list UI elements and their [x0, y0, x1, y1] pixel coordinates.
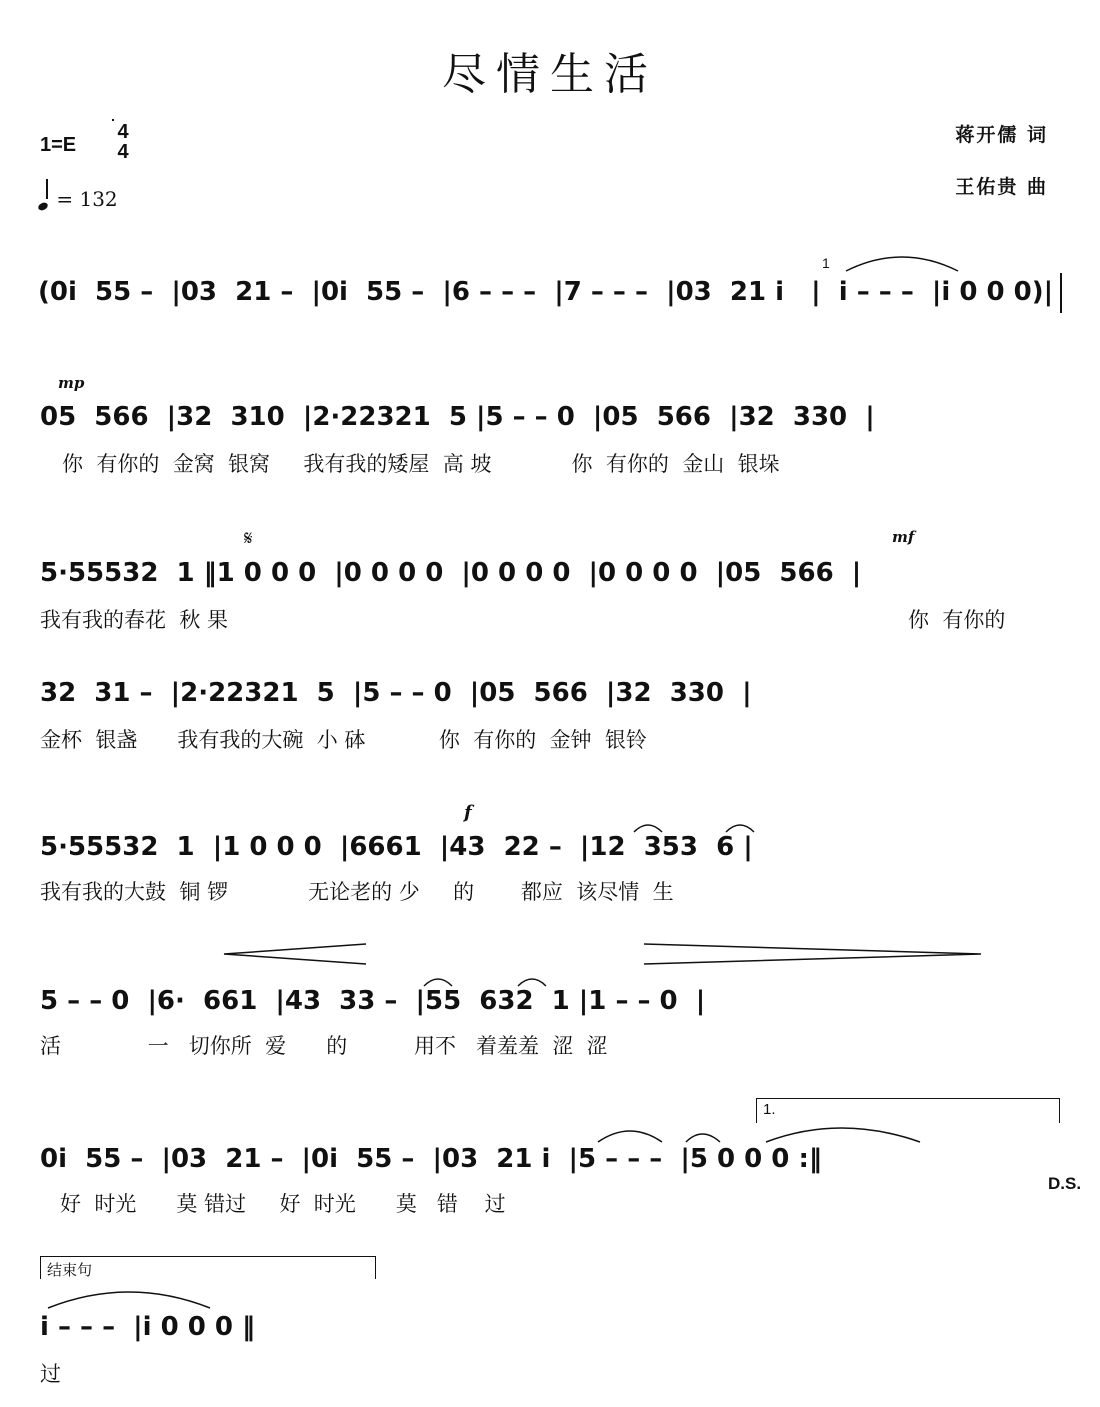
lyrics-line-7: 好 时光 莫 错过 好 时光 莫 错 过: [60, 1192, 506, 1216]
segno-icon: 𝄋: [244, 528, 253, 550]
decrescendo-hairpin: [220, 942, 370, 966]
notes-line-4: 32 31 – |2·22321 5 |5 – – 0 |05 566 |32 330 |: [40, 678, 752, 708]
meter-line: [112, 119, 114, 121]
lyrics-line-4: 金杯 银盏 我有我的大碗 小 砵 你 有你的 金钟 银铃: [40, 728, 647, 752]
lyrics-line-3-end: 你 有你的: [908, 608, 1006, 632]
tempo-value: = 132: [56, 187, 118, 211]
song-title: 尽情生活: [442, 49, 658, 100]
key-signature: 1=E: [40, 134, 77, 156]
tie-arc: [44, 1284, 214, 1310]
lyrics-line-5: 我有我的大鼓 铜 锣 无论老的 少 的 都应 该尽情 生: [40, 880, 674, 904]
notes-line-7: 0i 55 – |03 21 – |0i 55 – |03 21 i |5 – – – |5 0 0 0 :‖: [40, 1144, 822, 1174]
composer-credit: 王佑贵 曲: [955, 176, 1048, 198]
quarter-note-icon: [37, 201, 49, 212]
score-line-7: [0, 1144, 1100, 1216]
tie-arc: [842, 249, 962, 275]
time-signature: [112, 122, 134, 162]
meter-bottom: 4: [117, 141, 129, 163]
lyrics-line-6: 活 一 切你所 爱 的 用不 着羞羞 涩 涩: [40, 1034, 608, 1058]
tie-arcs: [590, 1122, 930, 1146]
lyrics-line-8: 过: [40, 1362, 61, 1386]
dal-segno: D.S.: [1048, 1174, 1082, 1193]
meter-top: 4: [117, 121, 129, 143]
notes-line-5: 5·55532 1 |1 0 0 0 |6661 |43 22 – |12 353 6 |: [40, 832, 753, 862]
score-line-1: [0, 255, 1100, 337]
dynamic-mp: mp: [58, 374, 85, 392]
notes-line-1: (0i 55 – |03 21 – |0i 55 – |6 – – – |7 – – – |03 21 i | i – – – |i 0 0 0)|: [38, 277, 1054, 307]
ending-bracket: [40, 1256, 376, 1279]
score-line-5: [0, 802, 1100, 904]
first-ending-bracket: [756, 1098, 1060, 1123]
score-line-6: [0, 986, 1100, 1058]
score-line-2: [0, 374, 1100, 476]
notes-line-2: 05 566 |32 310 |2·22321 5 |5 – – 0 |05 566 |32 330 |: [40, 402, 875, 432]
notes-line-3: 5·55532 1 ‖1 0 0 0 |0 0 0 0 |0 0 0 0 |0 0 0 0 |05 566 |: [40, 558, 862, 588]
dynamic-f: f: [464, 802, 472, 823]
barline: [1060, 273, 1062, 313]
score-line-4: [0, 678, 1100, 752]
dynamic-mf: mf: [892, 528, 915, 546]
score-line-3: [0, 528, 1100, 632]
volta-marker: 1: [822, 255, 830, 271]
lyrics-line-2: 你 有你的 金窝 银窝 我有我的矮屋 高 坡 你 有你的 金山 银垛: [62, 452, 780, 476]
score-line-8: [0, 1312, 1100, 1386]
tempo-marking: [38, 186, 118, 211]
lyricist-credit: 蒋开儒 词: [955, 124, 1048, 146]
ending-label: 结束句: [47, 1262, 93, 1279]
decrescendo-hairpin-2: [640, 942, 985, 966]
lyrics-line-3: 我有我的春花 秋 果: [40, 608, 229, 632]
volta-label: 1.: [763, 1101, 776, 1118]
notes-line-6: 5 – – 0 |6· 661 |43 33 – |55 632 1 |1 – – 0 |: [40, 986, 706, 1016]
notes-line-8: i – – – |i 0 0 0 ‖: [40, 1312, 256, 1342]
